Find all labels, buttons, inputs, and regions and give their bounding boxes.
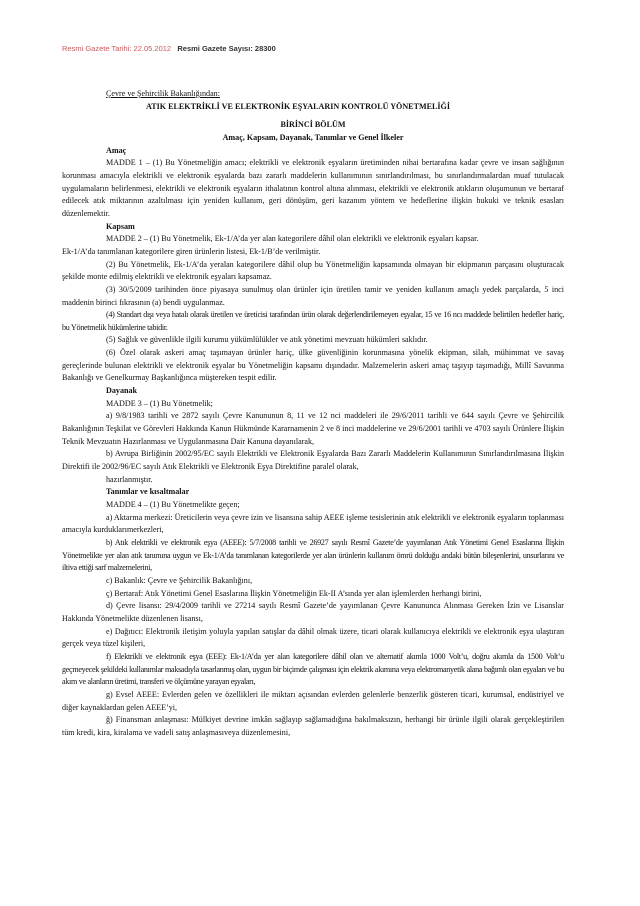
section-subtitle: Amaç, Kapsam, Dayanak, Tanımlar ve Genel İlkeler: [222, 132, 404, 142]
heading-tanimlar: Tanımlar ve kısaltmalar: [106, 487, 190, 497]
heading-dayanak: Dayanak: [106, 386, 138, 396]
definition-d: d) Çevre lisansı: 29/4/2009 tarihli ve 27214 sayılı Resmî Gazete’de yayımlanan Çevre Kanununca Alınması Gereken İzin ve Lisanslar Hakkında Yönetmelikte düzenlenen lisansı,: [62, 601, 564, 623]
definition-c: c) Bakanlık: Çevre ve Şehircilik Bakanlığını,: [106, 575, 253, 585]
gazette-issue: Resmi Gazete Sayısı: 28300: [177, 44, 276, 53]
article-3-closing: hazırlanmıştır.: [106, 474, 153, 484]
article-3-a: a) 9/8/1983 tarihli ve 2872 sayılı Çevre Kanununun 8, 11 ve 12 nci maddeleri ile 29/6/2011 tarihli ve 644 sayılı Çevre ve Şehircilik Bakanlığının Teşkilat ve Görevleri Hakkında Kanun Hükmünde Kararnamenin 2 ve 8 inci maddelerine ve 29/6/2001 tarihli ve 4703 sayılı Ürünlere İlişkin Teknik Mevzuatın Hazırlanması ve Uygulanmasına Dair Kanuna dayanılarak,: [62, 411, 564, 446]
heading-amac: Amaç: [106, 145, 127, 155]
ministry-line: Çevre ve Şehircilik Bakanlığından:: [106, 89, 220, 98]
definition-gg: ğ) Finansman anlaşması: Mülkiyet devrine imkân sağlayıp sağlamadığına bakılmaksızın, herhangi bir ürünle ilgili olarak gerçekleştirilen tüm kredi, kira, kiralama ve vadeli satış anlaşmasıveya düzenlemesini,: [62, 715, 564, 737]
definition-f: f) Elektrikli ve elektronik eşya (EEE): Ek-1/A’da yer alan kategorilere dâhil olan ve alternatif akımla 1000 Volt’u, doğru akımla da 1500 Volt’u geçmeyecek şekildeki kullanımlar maksadıyla tasarlanmış olan, uygun bir biçimde çalışması için elektrik akımına veya elektromanyetik alana bağımlı olan eşyaları ve bu akım ve alanların üretimi, transferi ve ölçümüne yarayan eşyaları,: [62, 651, 564, 687]
article-2-para-2: (2) Bu Yönetmelik, Ek-1/A’da yeralan kategorilere dâhil olup bu Yönetmeliğin kapsamında olmayan bir ekipmanın parçasını oluşturacak şekilde monte edilmiş elektrikli ve elektronik eşyaları kapsamaz.: [62, 259, 564, 282]
definition-e: e) Dağıtıcı: Elektronik iletişim yoluyla yapılan satışlar da dâhil olmak üzere, ticari olarak kullanıcıya elektrikli ve elektronik eşya ulaştıran gerçek veya tüzel kişileri,: [62, 626, 564, 649]
definition-g: g) Evsel AEEE: Evlerden gelen ve özellikleri ile miktarı açısından evlerden gelenlerle benzerlik gösteren ticari, kurumsal, endüstriyel ve diğer kaynaklardan gelen AEEE’yi,: [62, 689, 564, 712]
article-2-para-6: (6) Özel olarak askeri amaç taşımayan ürünler hariç, ülke güvenliğinin korunmasına yönelik ekipman, silah, mühimmat ve savaş gereçlerinde bulunan elektrikli ve elektronik eşyalar bu Yönetmeliğin kapsamı dışındadır. Malzemelerin askeri amaç taşıyıp taşımadığı, Millî Savunma Bakanlığı ve Genelkurmay Başkanlığınca müştereken tespit edilir.: [62, 348, 564, 383]
article-2-para-1: MADDE 2 – (1) Bu Yönetmelik, Ek-1/A’da yer alan kategorilere dâhil olan elektrikli ve elektronik eşyaları kapsar.: [106, 234, 479, 244]
article-3: MADDE 3 – (1) Bu Yönetmelik;: [106, 398, 213, 408]
section-heading: BİRİNCİ BÖLÜM: [280, 120, 346, 130]
article-2-para-1-cont: Ek-1/A’da tanımlanan kategorilere giren ürünlerin listesi, Ek-1/B’de verilmiştir.: [62, 246, 321, 256]
article-1: MADDE 1 – (1) Bu Yönetmeliğin amacı; elektrikli ve elektronik eşyaların üretiminden nihai bertarafına kadar çevre ve insan sağlığının korunması amacıyla elektrikli ve elektronik eşyalarda bazı zararlı maddelerin kullanımının sınırlandırılması, bu sınırlandırmalardan muaf tutulacak uygulamaların belirlenmesi, elektrikli ve elektronik eşyaların ithalatının kontrol altına alınması, elektrikli ve elektronik atıkların oluşumunun ve bertaraf edilecek atık miktarının azaltılması için yeniden kullanım, geri dönüşüm, geri kazanım yöntem ve hedeflerine ilişkin hukuki ve teknik esasları düzenlemektir.: [62, 158, 564, 218]
article-4: MADDE 4 – (1) Bu Yönetmelikte geçen;: [106, 500, 240, 509]
article-2-para-4: (4) Standart dışı veya hatalı olarak üretilen ve üreticisi tarafından ürün olarak değerlendirilemeyen eşyalar, 15 ve 16 ncı maddede belirtilen hedefler hariç, bu Yönetmelik hükümlerine tabidir.: [62, 310, 564, 332]
definition-b: b) Atık elektrikli ve elektronik eşya (AEEE): 5/7/2008 tarihli ve 26927 sayılı Resmî Gazete’de yayımlanan Atık Yönetimi Genel Esaslarına İlişkin Yönetmelikte yer alan atık tanımına uygun ve Ek-1/A’da tanımlanan kategorilerde yer alan ürünlerin kullanım ömrü dolduğu andaki bütün bileşenlerini, unsurlarını ve iltiva ettiği sarf malzemelerini,: [62, 537, 564, 573]
definition-a: a) Aktarma merkezi: Üreticilerin veya çevre izin ve lisansına sahip AEEE işleme tesislerinin atık elektrikli ve elektronik eşyaların toplanması amacıyla kurduklarımerkezleri,: [62, 512, 564, 535]
document-body: [62, 88, 564, 739]
article-2-para-5: (5) Sağlık ve güvenlikle ilgili kurumu yükümlülükler ve atık yönetimi mevzuatı hükümleri saklıdır.: [106, 335, 428, 345]
article-2-para-3: (3) 30/5/2009 tarihinden önce piyasaya sunulmuş olan ürünler için üretilen tamir ve yeniden kullanım amaçlı yedek parçalarda, 5 inci maddenin birinci fıkrasının (a) bendi uygulanmaz.: [62, 284, 564, 307]
gazette-date: Resmi Gazete Tarihi: 22.05.2012: [62, 44, 172, 53]
definition-cc: ç) Bertaraf: Atık Yönetimi Genel Esaslarına İlişkin Yönetmeliğin Ek-II A’sında yer alan işlemlerden herhangi birini,: [106, 588, 482, 598]
article-3-b: b) Avrupa Birliğinin 2002/95/EC sayılı Elektrikli ve Elektronik Eşyalarda Bazı Zararlı Maddelerin Kullanımının Sınırlandırılmasına İlişkin Direktifi ile 2002/96/EC sayılı Atık Elektrikli ve Elektronik Eşya Direktifine paralel olarak,: [62, 449, 564, 472]
document-title: ATIK ELEKTRİKLİ VE ELEKTRONİK EŞYALARIN KONTROLÜ YÖNETMELİĞİ: [145, 101, 451, 111]
gazette-header: [62, 44, 276, 53]
heading-kapsam: Kapsam: [106, 221, 135, 231]
